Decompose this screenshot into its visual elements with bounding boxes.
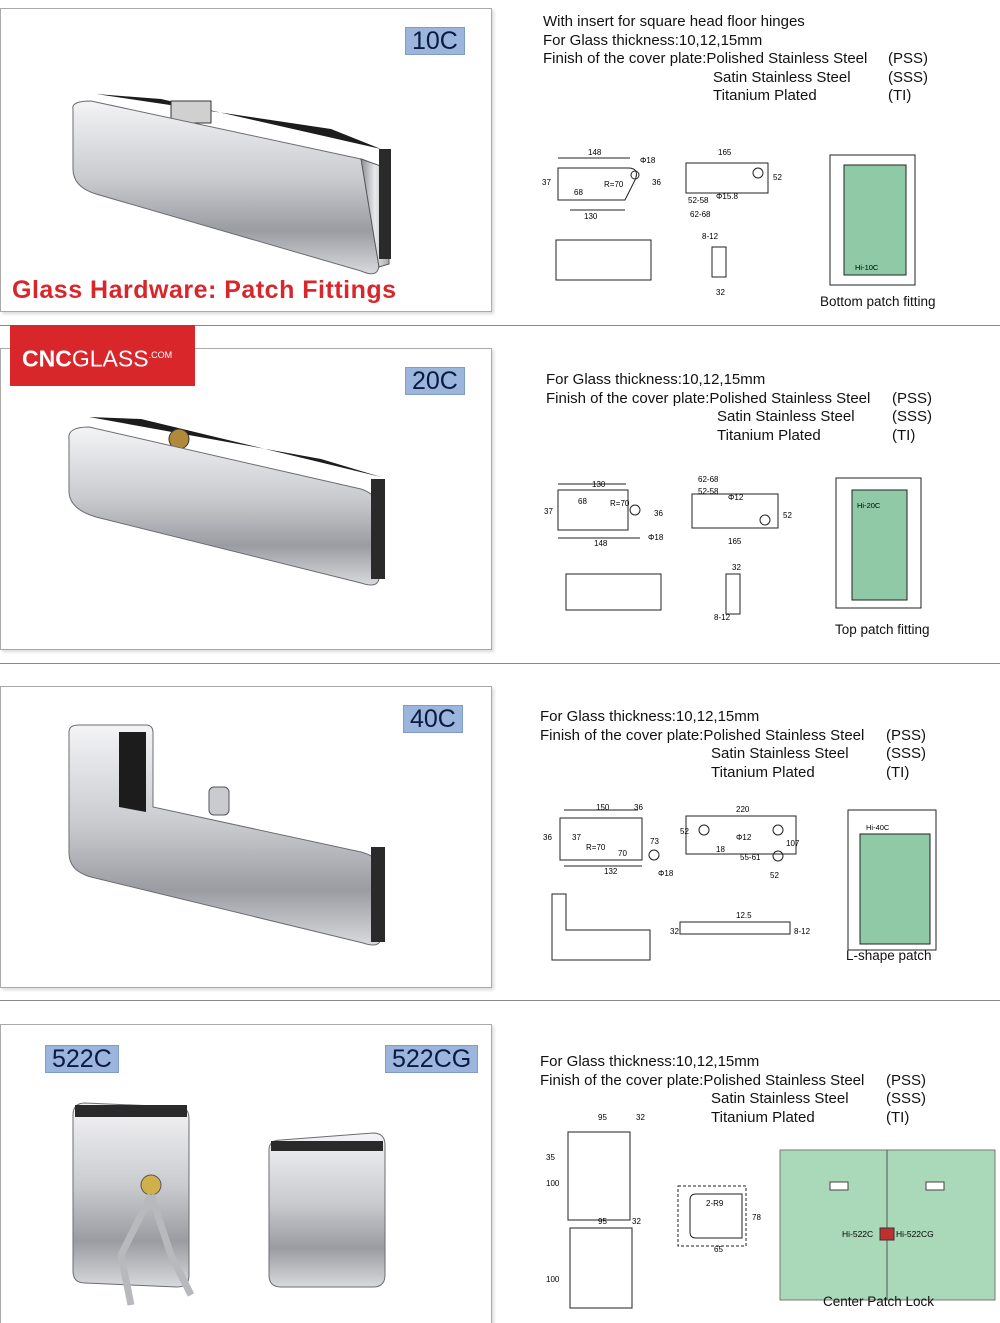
technical-drawing-522c	[530, 1110, 1000, 1322]
dim-label: Φ12	[728, 493, 744, 502]
dim-label: 130	[592, 480, 606, 489]
spec-finish-row	[543, 87, 983, 106]
door-label: Hi-522C	[842, 1229, 874, 1239]
dim-label: 35	[546, 1153, 555, 1162]
dim-label: 70	[618, 849, 627, 858]
dim-label: 62-68	[698, 475, 719, 484]
dim-label: 2-R9	[706, 1199, 724, 1208]
dim-label: 95	[598, 1217, 607, 1226]
dim-label: 36	[652, 178, 661, 187]
product-photo-panel-40c	[0, 686, 492, 988]
logo-suffix: .COM	[148, 350, 173, 360]
spec-block-10c	[543, 13, 983, 106]
dim-label: 130	[584, 212, 598, 221]
dim-label: 52	[770, 871, 779, 880]
cncglass-logo	[10, 325, 195, 386]
dim-label: 55-61	[740, 853, 761, 862]
dim-label: 32	[716, 288, 725, 297]
spec-line: For Glass thickness:10,12,15mm	[543, 31, 763, 49]
spec-line: Satin Stainless Steel	[713, 68, 851, 86]
door-label: Hi-10C	[855, 263, 879, 272]
section-divider	[0, 1000, 1000, 1001]
spec-line: Titanium Plated	[711, 1108, 815, 1126]
spec-block-20c	[546, 371, 986, 445]
product-code-20c: 20C	[405, 367, 465, 395]
spec-line: For Glass thickness:10,12,15mm	[540, 1053, 760, 1070]
spec-line: Finish of the cover plate:Polished Stainless Steel	[546, 389, 871, 407]
dim-label: 52	[783, 511, 792, 520]
spec-line: Titanium Plated	[713, 87, 817, 104]
dim-label: 32	[670, 927, 679, 936]
page-title: Glass Hardware: Patch Fittings	[12, 276, 397, 304]
finish-code-sss: (SSS)	[888, 68, 929, 86]
product-code-40c: 40C	[403, 705, 463, 733]
caption-20c: Top patch fitting	[835, 622, 930, 637]
spec-finish-row	[540, 745, 980, 764]
caption-522c: Center Patch Lock	[823, 1294, 935, 1309]
dim-label: 8-12	[702, 232, 719, 241]
dim-label: 165	[718, 148, 732, 157]
finish-code-ti: (TI)	[886, 1108, 910, 1126]
dim-label: R=70	[586, 843, 606, 852]
dim-label: 36	[543, 833, 552, 842]
section-divider	[0, 663, 1000, 664]
product-code-10c: 10C	[405, 27, 465, 55]
spec-finish-row	[546, 427, 986, 446]
finish-code-pss: (PSS)	[886, 1071, 927, 1089]
dim-label: 148	[588, 148, 602, 157]
dim-label: 150	[596, 803, 610, 812]
dim-label: 73	[650, 837, 659, 846]
door-label: Hi-20C	[857, 501, 881, 510]
finish-code-pss: (PSS)	[888, 50, 929, 67]
dim-label: 36	[654, 509, 663, 518]
spec-line: Satin Stainless Steel	[711, 1090, 849, 1107]
dim-label: 62-68	[690, 210, 711, 219]
door-label: Hi-40C	[866, 823, 890, 832]
finish-code-sss: (SSS)	[892, 408, 933, 425]
dim-label: Φ15.8	[716, 192, 738, 201]
spec-line: Finish of the cover plate:Polished Stainless Steel	[543, 50, 868, 67]
finish-code-pss: (PSS)	[886, 726, 927, 744]
dim-label: 12.5	[736, 911, 752, 920]
dim-label: 165	[728, 537, 742, 546]
dim-label: 18	[716, 845, 725, 854]
dim-label: 220	[736, 805, 750, 814]
logo-text: GLASS	[71, 345, 149, 372]
spec-line: With insert for square head floor hinges	[543, 13, 805, 30]
dim-label: Φ12	[736, 833, 752, 842]
spec-finish-row	[543, 50, 983, 69]
spec-finish-row	[540, 1072, 980, 1091]
dim-label: 32	[636, 1113, 645, 1122]
dim-label: 100	[546, 1275, 560, 1284]
spec-line: For Glass thickness:10,12,15mm	[546, 371, 766, 388]
spec-line: Titanium Plated	[717, 426, 821, 444]
door-label: Hi-522CG	[896, 1229, 934, 1239]
finish-code-sss: (SSS)	[886, 1090, 927, 1107]
dim-label: Φ18	[648, 533, 664, 542]
dim-label: R=70	[604, 180, 624, 189]
dim-label: 107	[786, 839, 800, 848]
spec-line: Satin Stainless Steel	[717, 408, 855, 425]
dim-label: 95	[598, 1113, 607, 1122]
dim-label: 52-58	[698, 487, 719, 496]
product-code-522cg: 522CG	[385, 1045, 478, 1073]
spec-line: Finish of the cover plate:Polished Stainless Steel	[540, 726, 865, 744]
dim-label: 37	[542, 178, 551, 187]
dim-label: 100	[546, 1179, 560, 1188]
dim-label: 36	[634, 803, 643, 812]
spec-finish-row	[540, 764, 980, 783]
dim-label: 132	[604, 867, 618, 876]
spec-line: Finish of the cover plate:Polished Stainless Steel	[540, 1071, 865, 1089]
dim-label: 32	[732, 563, 741, 572]
caption-40c: L-shape patch	[846, 948, 932, 963]
dim-label: 52	[773, 173, 782, 182]
product-photo-panel-10c	[0, 8, 492, 312]
product-code-522c: 522C	[45, 1045, 119, 1073]
technical-drawing-20c	[530, 470, 1000, 635]
dim-label: R=70	[610, 499, 630, 508]
spec-line: Titanium Plated	[711, 763, 815, 781]
spec-block-40c	[540, 708, 980, 782]
dim-label: 148	[594, 539, 608, 548]
dim-label: 68	[574, 188, 583, 197]
dim-label: 52-58	[688, 196, 709, 205]
finish-code-sss: (SSS)	[886, 745, 927, 762]
product-photo-panel-522c	[0, 1024, 492, 1323]
dim-label: 8-12	[794, 927, 811, 936]
spec-line: Satin Stainless Steel	[711, 745, 849, 762]
spec-finish-row	[546, 390, 986, 409]
dim-label: 68	[578, 497, 587, 506]
dim-label: Φ18	[658, 869, 674, 878]
dim-label: 65	[714, 1245, 723, 1254]
finish-code-pss: (PSS)	[892, 389, 933, 407]
dim-label: 52	[680, 827, 689, 836]
product-photo-panel-20c	[0, 345, 492, 650]
finish-code-ti: (TI)	[886, 763, 910, 781]
spec-finish-row	[540, 1090, 980, 1109]
dim-label: 78	[752, 1213, 761, 1222]
dim-label: Φ18	[640, 156, 656, 165]
spec-finish-row	[543, 69, 983, 88]
logo-text-bold: CNC	[22, 345, 72, 372]
dim-label: 37	[572, 833, 581, 842]
caption-10c: Bottom patch fitting	[820, 294, 936, 309]
finish-code-ti: (TI)	[892, 426, 916, 444]
dim-label: 32	[632, 1217, 641, 1226]
technical-drawing-40c	[530, 800, 1000, 970]
finish-code-ti: (TI)	[888, 87, 912, 104]
spec-finish-row	[540, 727, 980, 746]
technical-drawing-10c	[530, 145, 1000, 310]
spec-line: For Glass thickness:10,12,15mm	[540, 708, 760, 725]
dim-label: 37	[544, 507, 553, 516]
spec-finish-row	[546, 408, 986, 427]
dim-label: 8-12	[714, 613, 731, 622]
